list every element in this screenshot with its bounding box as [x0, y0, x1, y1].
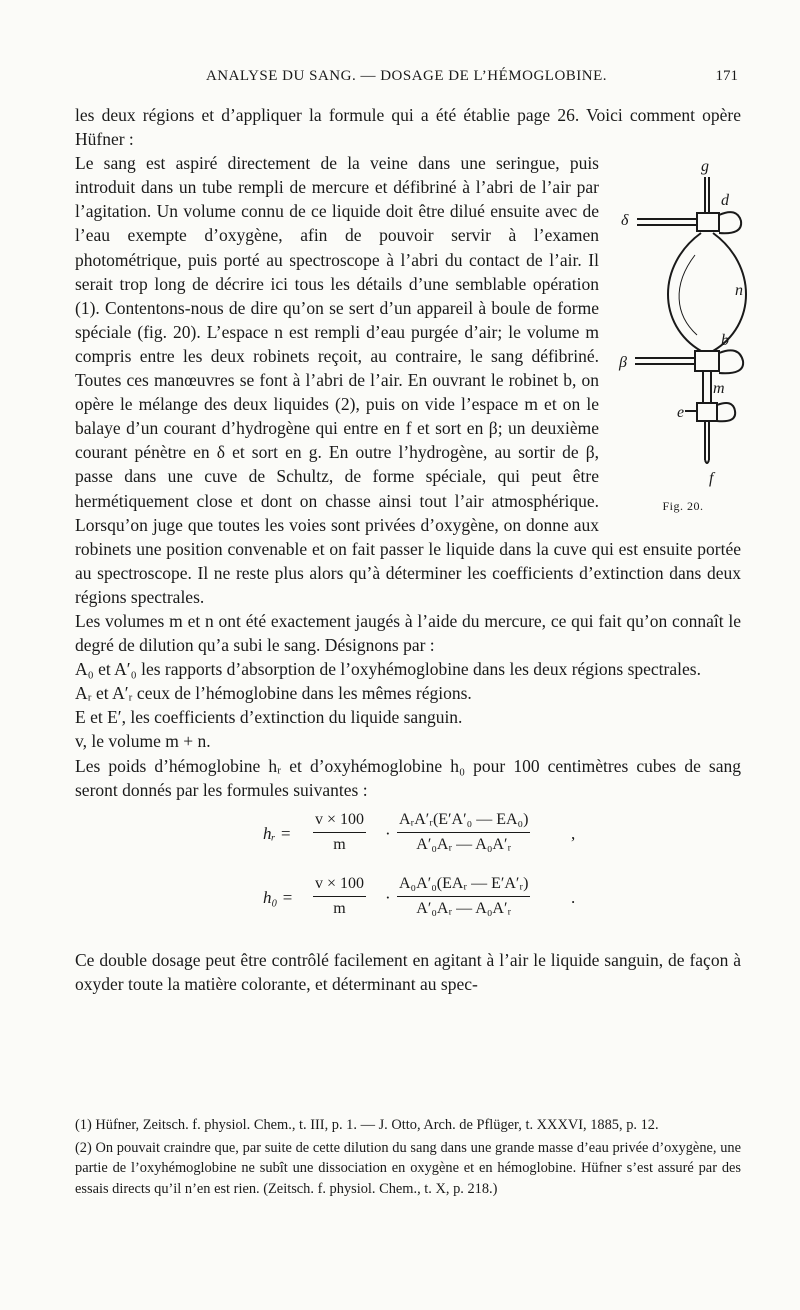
apparatus-illustration	[617, 155, 749, 490]
paragraph-1: les deux régions et d’appliquer la formule qui a été établie page 26. Voici comment opère Hüfner :	[75, 105, 746, 150]
main-text	[75, 103, 746, 996]
formula-2-end: .	[571, 887, 576, 907]
formula-2-num-1: v × 100	[313, 872, 366, 897]
formula-1-den-1: m	[333, 835, 346, 853]
paragraph-2: Le sang est aspiré directement de la veine dans une seringue, puis introduit dans un tube rempli de mercure et défibriné à l’abri de l’air par l’agitation. Un volume connu de ce liquide doit être dilué ensuite avec de l’eau exempte d’oxygène, afin de pouvoir servir à l’examen photométrique, puis porté au spectroscope à l’abri du contact de l’air. Il serait trop long de décrire ici tous les détails d’une semblable opération (1). Contentons-nous de dire qu’on se sert d’un appareil à boule de forme spéciale (fig. 20). L’espace n est rempli d’eau purgée d’air; le volume m compris entre les deux robinets reçoit, au contraire, le sang défibriné. Toutes ces manœuvres se font à l’abri de l’air. En ouvrant le robinet b, on opère le mélange des deux liquides (2), puis on vide l’espace m et on le balaye d’un courant d’hydrogène qui entre en f et sort en β; un deuxième courant pénètre en δ et sort en g. En outre l’hydrogène, au sortir de β, passe dans une cuve de Schultz, de forme spéciale, qui peut être hermétiquement close et dont on chasse ainsi tout l’air atmosphérique. Lorsqu’on juge que toutes les voies sont privées d’oxygène, on donne aux robinets une position convenable et on fait passer le liquide dans la cuve qui est ensuite portée au spectroscope. Il ne reste plus alors qu’à déterminer les coefficients d’extinction dans deux régions spectrales.	[75, 153, 746, 607]
definition-v: v, le volume m + n.	[75, 731, 211, 752]
footnote-2: (2) On pouvait craindre que, par suite de cette dilution du sang dans une grande masse d’eau privée d’oxygène, une partie de l’oxyhémoglobine ne subît une dissociation en oxygène et en hémoglobine. Hüfner s’est assuré par des essais directs qu’il n’en est rien. (Zeitsch. f. physiol. Chem., t. X, p. 218.)	[75, 1139, 745, 1197]
formula-2-lhs: h₀ =	[263, 887, 294, 907]
label-g: g	[701, 158, 709, 176]
label-beta: β	[619, 354, 627, 372]
label-delta: δ	[621, 212, 629, 230]
formula-1-num-2: AᵣA′ᵣ(E′A′₀ — EA₀)	[397, 808, 530, 833]
formula-1-num-1: v × 100	[313, 808, 366, 833]
definition-ar: Aᵣ et A′ᵣ ceux de l’hémoglobine dans les mêmes régions.	[75, 683, 472, 704]
label-e: e	[677, 404, 685, 422]
label-b: b	[721, 332, 729, 350]
label-d: d	[721, 192, 729, 210]
footnote-1: (1) Hüfner, Zeitsch. f. physiol. Chem., t. III, p. 1. — J. Otto, Arch. de Pflüger, t. XXXVI, 1885, p. 12.	[75, 1117, 659, 1133]
formula-1-lhs: hᵣ =	[263, 823, 292, 843]
footnotes	[75, 1115, 745, 1201]
formula-2-den-1: m	[333, 899, 346, 917]
formula-1-end: ,	[571, 823, 576, 843]
formula-2-frac-1	[313, 872, 366, 921]
formula-1-frac-1	[313, 808, 366, 857]
formula-1-den-2: A′₀Aᵣ — A₀A′ᵣ	[416, 835, 512, 853]
formula-1-frac-2	[397, 808, 530, 857]
formula-2-num-2: A₀A′₀(EAᵣ — E′A′ᵣ)	[397, 872, 530, 897]
paragraph-weights: Les poids d’hémoglobine hᵣ et d’oxyhémoglobine h₀ pour 100 centimètres cubes de sang seront donnés par les formules suivantes :	[75, 755, 746, 800]
figure-caption: Fig. 20.	[662, 499, 704, 514]
running-header	[75, 68, 738, 94]
formulas-block: hᵣ = $\frac{v \times 100}{m}$ · AᵣA′ᵣ(E′A′₀ — EA₀) A′₀Aᵣ — A₀A′ᵣ , h₀ = $\frac{v \times 100}{m}$ · A₀A′₀(EAᵣ — E′A′ᵣ) A′₀Aᵣ — A₀A′ᵣ .	[75, 808, 741, 936]
definition-a0: A₀ et A′₀ les rapports d’absorption de l’oxyhémoglobine dans les deux régions spectrales.	[75, 659, 701, 680]
formula-2-frac-2	[397, 872, 530, 921]
running-title: ANALYSE DU SANG. — DOSAGE DE L’HÉMOGLOBINE.	[205, 68, 608, 84]
paragraph-3: Les volumes m et n ont été exactement jaugés à l’aide du mercure, ce qui fait qu’on connaît le degré de dilution qu’a subi le sang. Désignons par :	[75, 610, 746, 656]
figure-20	[617, 155, 749, 515]
label-m: m	[713, 380, 725, 398]
paragraph-closing: Ce double dosage peut être contrôlé facilement en agitant à l’air le liquide sanguin, de façon à oxyder toute la matière colorante, et déterminant au spec-	[75, 949, 746, 994]
definition-e: E et E′, les coefficients d’extinction du liquide sanguin.	[75, 707, 463, 728]
page-number: 171	[715, 68, 738, 84]
label-n: n	[735, 282, 743, 300]
label-f: f	[709, 470, 714, 488]
formula-2-den-2: A′₀Aᵣ — A₀A′ᵣ	[416, 899, 512, 917]
